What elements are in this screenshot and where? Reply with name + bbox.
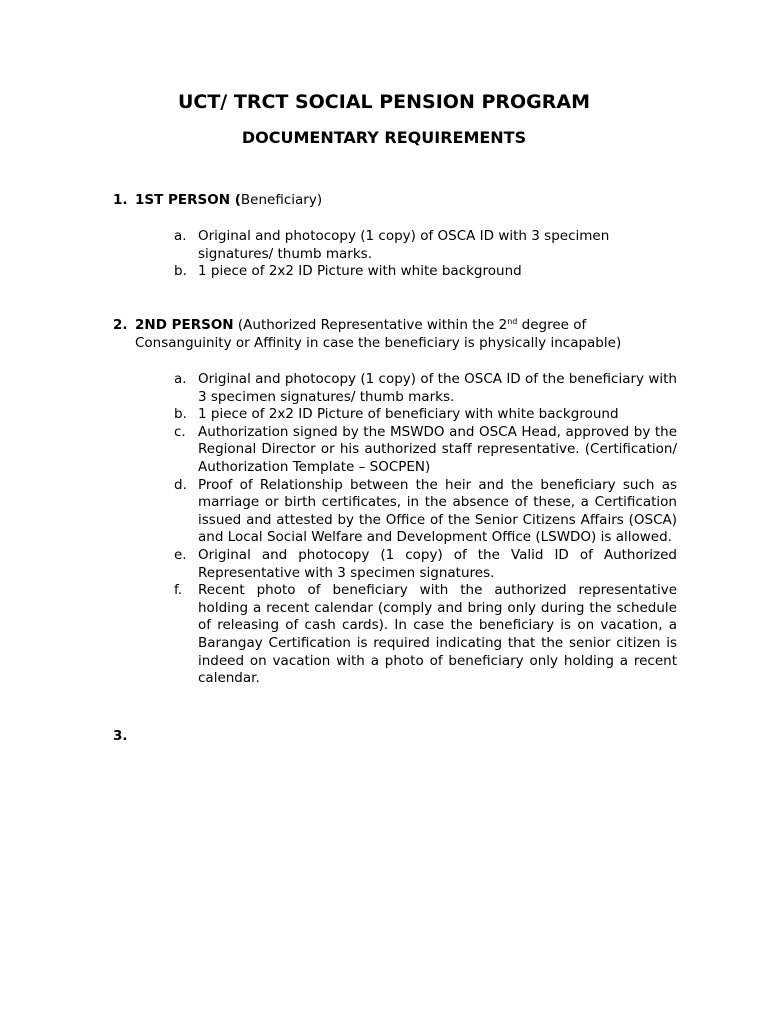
list-item <box>174 371 677 406</box>
section-1-list <box>174 228 677 281</box>
list-item-label: a. <box>174 371 187 387</box>
document-title: UCT/ TRCT SOCIAL PENSION PROGRAM <box>177 91 591 113</box>
list-item-text: 1 piece of 2x2 ID Picture of beneficiary with white background <box>198 406 619 423</box>
list-item <box>174 263 677 281</box>
list-item-label: e. <box>174 546 187 563</box>
section-heading-text: Beneficiary) <box>240 192 323 208</box>
list-item-text: 1 piece of 2x2 ID Picture with white background <box>198 263 522 280</box>
list-item-text: Original and photocopy (1 copy) of the OSCA ID of the beneficiary with 3 specimen signatures/ thumb marks. <box>198 371 677 405</box>
section-number: 1. <box>113 192 128 208</box>
section-heading-text: (Authorized Representative within the 2 <box>233 317 508 333</box>
list-item-text: Recent photo of beneficiary with the authorized representative holding a recent calendar (comply and bring only during the schedule of releasing of cash cards). In case the beneficiary is on vacation, a Barangay Certification is required indicating that the senior citizen is indeed on vacation with a photo of beneficiary only holding a recent calendar. <box>198 582 677 687</box>
list-item <box>174 228 677 263</box>
list-item <box>174 582 677 688</box>
document-subtitle: DOCUMENTARY REQUIREMENTS <box>241 128 527 147</box>
list-item <box>174 547 677 582</box>
section-2 <box>113 317 677 352</box>
section-heading-bold: 2ND PERSON <box>135 317 234 333</box>
section-2-list <box>174 371 677 688</box>
list-item <box>174 424 677 477</box>
section-heading-text-cont: degree of Consanguinity or Affinity in case the beneficiary is physically incapable) <box>135 317 622 351</box>
list-item-text: Proof of Relationship between the heir and the beneficiary such as marriage or birth certificates, in the absence of these, a Certification issued and attested by the Office of the Senior Citizens Affairs (OSCA) and Local Social Welfare and Development Office (LSWDO) is allowed. <box>198 476 677 546</box>
list-item-label: d. <box>174 476 187 493</box>
section-heading-sup: nd <box>507 317 518 326</box>
list-item-label: f. <box>174 582 183 599</box>
list-item-text: Authorization signed by the MSWDO and OSCA Head, approved by the Regional Director or his authorized staff representative. (Certification/ Authorization Template – SOCPEN) <box>198 423 677 475</box>
section-heading-bold: 1ST PERSON ( <box>135 192 241 208</box>
list-item-label: b. <box>174 406 187 423</box>
section-number: 2. <box>113 317 128 333</box>
list-item <box>174 406 677 424</box>
section-number: 3. <box>113 728 128 744</box>
list-item <box>174 477 677 547</box>
list-item-text: Original and photocopy (1 copy) of the Valid ID of Authorized Representative with 3 specimen signatures. <box>198 546 677 581</box>
list-item-label: c. <box>174 423 186 440</box>
list-item-label: a. <box>174 228 187 244</box>
section-1 <box>113 192 677 210</box>
section-heading <box>135 192 677 210</box>
list-item-label: b. <box>174 263 187 280</box>
list-item-text: Original and photocopy (1 copy) of OSCA ID with 3 specimen signatures/ thumb marks. <box>198 228 610 262</box>
section-heading <box>135 317 677 352</box>
